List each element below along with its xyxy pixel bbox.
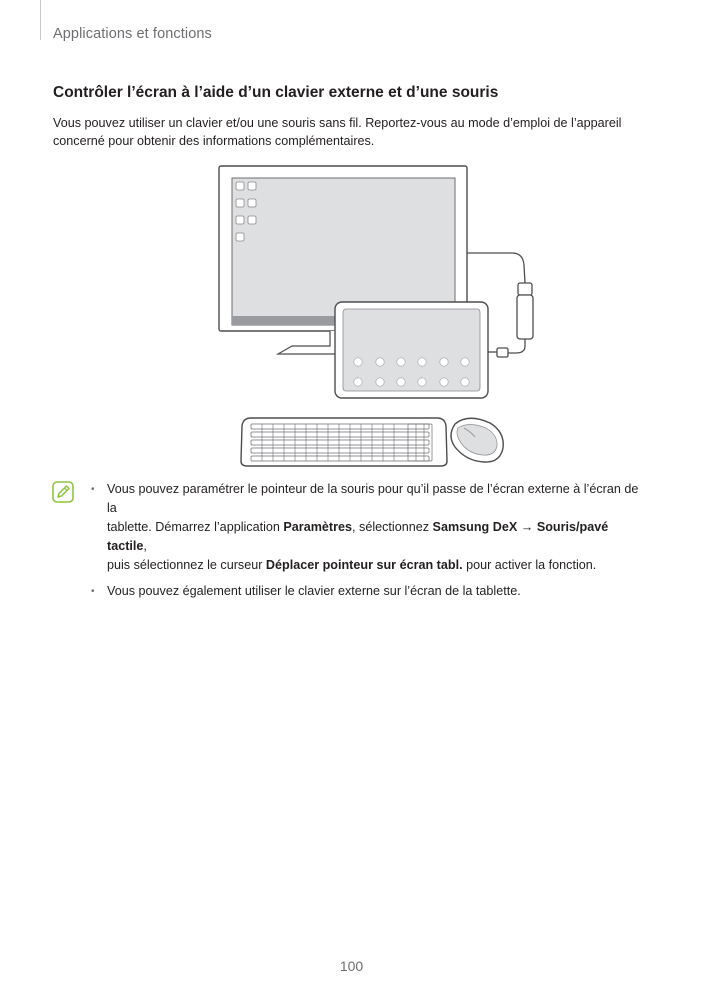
list-item xyxy=(91,582,651,601)
mouse xyxy=(451,418,503,462)
keyboard xyxy=(241,418,447,466)
note-line: puis sélectionnez le curseur Déplacer pointeur sur écran tabl. pour activer la fonction. xyxy=(107,558,597,572)
intro-line: Vous pouvez utiliser un clavier et/ou une souris sans fil. Reportez-vous au mode d’emploi de l’appareil xyxy=(53,116,622,130)
note-line: Vous pouvez paramétrer le pointeur de la souris pour qu’il passe de l’écran externe à l’écran de la xyxy=(107,482,639,515)
notes-list xyxy=(91,480,651,608)
bullet-icon: • xyxy=(91,586,95,597)
bullet-icon: • xyxy=(91,484,95,495)
menu-souris-pave-tactile: Souris/pavé tactile xyxy=(107,520,609,553)
app-name-parametres: Paramètres xyxy=(283,520,353,534)
list-item xyxy=(91,480,651,575)
note-line: tablette. Démarrez l’application Paramètres, sélectionnez Samsung DeX → Souris/pavé tactile, xyxy=(107,520,609,553)
note-line: Vous pouvez également utiliser le clavier externe sur l’écran de la tablette. xyxy=(107,584,521,598)
page-number: 100 xyxy=(339,958,364,974)
note-pencil-icon xyxy=(52,481,74,503)
setting-deplacer-pointeur: Déplacer pointeur sur écran tabl. xyxy=(265,558,463,572)
menu-samsung-dex: Samsung DeX xyxy=(432,520,518,534)
intro-line: concerné pour obtenir des informations complémentaires. xyxy=(53,134,375,148)
running-header: Applications et fonctions xyxy=(53,26,212,42)
section-title: Contrôler l’écran à l’aide d’un clavier externe et d’une souris xyxy=(53,84,499,101)
